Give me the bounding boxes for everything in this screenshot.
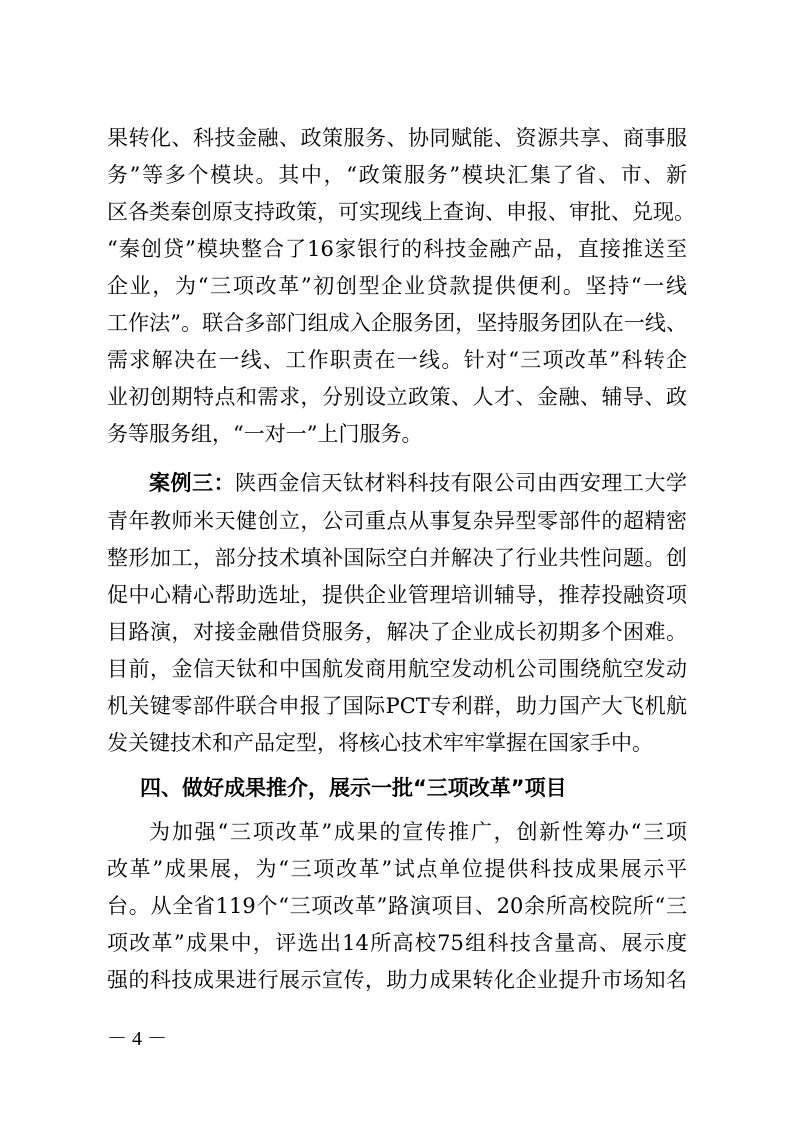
case-three-label: 案例三： <box>149 470 236 495</box>
body-line: 目前，金信天钛和中国航发商用航空发动机公司围绕航空发动 <box>107 657 687 681</box>
case-three-text: 陕西金信天钛材料科技有限公司由西安理工大学 <box>235 471 688 495</box>
section-heading: 四、做好成果推介，展示一批“三项改革”项目 <box>140 776 567 800</box>
body-line: 为加强“三项改革”成果的宣传推广，创新性筹办“三项 <box>149 820 687 844</box>
body-line: 青年教师米天健创立，公司重点从事复杂异型零部件的超精密 <box>107 509 687 533</box>
body-line: 区各类秦创原支持政策，可实现线上查询、申报、审批、兑现。 <box>107 200 695 224</box>
body-line: 强的科技成果进行展示宣传，助力成果转化企业提升市场知名 <box>107 968 687 992</box>
case-three-first-line <box>149 468 687 498</box>
body-line: 改革”成果展，为“三项改革”试点单位提供科技成果展示平 <box>107 857 687 881</box>
body-line: 促中心精心帮助选址，提供企业管理培训辅导，推荐投融资项 <box>107 583 687 607</box>
body-line: 机关键零部件联合申报了国际PCT专利群，助力国产大飞机航 <box>107 694 687 718</box>
body-line: 目路演，对接金融借贷服务，解决了企业成长初期多个困难。 <box>107 620 687 644</box>
body-line: 工作法”。联合多部门组成入企服务团，坚持服务团队在一线、 <box>107 311 687 335</box>
body-line: 务等服务组，“一对一”上门服务。 <box>107 422 423 446</box>
body-line: 整形加工，部分技术填补国际空白并解决了行业共性问题。创 <box>107 546 687 570</box>
body-line: 果转化、科技金融、政策服务、协同赋能、资源共享、商事服 <box>107 126 687 150</box>
body-line: 项改革”成果中，评选出14所高校75组科技含量高、展示度 <box>107 931 687 955</box>
body-line: 发关键技术和产品定型，将核心技术牢牢掌握在国家手中。 <box>107 731 653 755</box>
body-line: 企业，为“三项改革”初创型企业贷款提供便利。坚持“一线 <box>107 274 687 298</box>
body-line: 台。从全省119个“三项改革”路演项目、20余所高校院所“三 <box>107 894 687 918</box>
body-line: 需求解决在一线、工作职责在一线。针对“三项改革”科转企 <box>107 348 687 372</box>
body-line: “秦创贷”模块整合了16家银行的科技金融产品，直接推送至 <box>107 237 687 261</box>
body-line: 务”等多个模块。其中，“政策服务”模块汇集了省、市、新 <box>107 163 687 187</box>
page-number: － 4 － <box>107 1028 167 1050</box>
body-line: 业初创期特点和需求，分别设立政策、人才、金融、辅导、政 <box>107 385 687 409</box>
